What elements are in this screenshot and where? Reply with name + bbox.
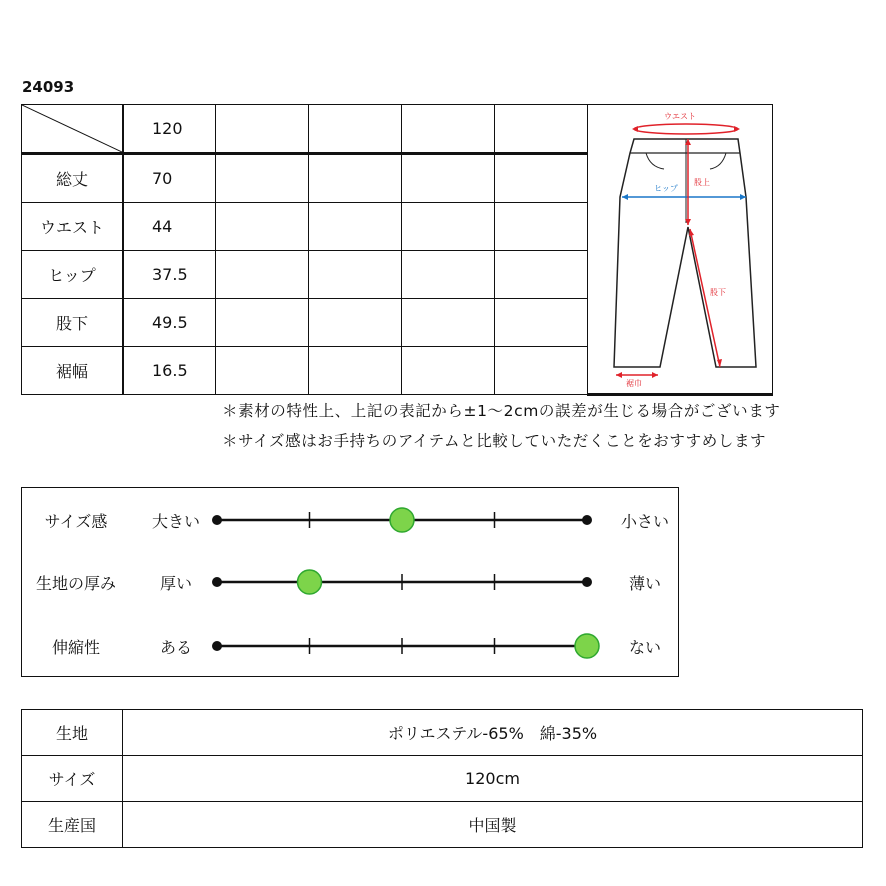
origin-label: 生産国 (22, 802, 123, 848)
row-value: 44 (123, 203, 215, 251)
scale-row-thickness (212, 570, 592, 594)
size-header-cell: 120 (123, 105, 215, 154)
empty-cell (401, 347, 494, 395)
empty-cell (308, 203, 401, 251)
feel-right-text: ない (628, 638, 661, 657)
empty-cell (215, 203, 308, 251)
scale-end-left (212, 641, 222, 651)
scale-row-size (212, 508, 592, 532)
empty-cell (494, 105, 587, 154)
empty-cell (494, 347, 587, 395)
empty-cell (401, 154, 494, 203)
empty-cell (308, 251, 401, 299)
diagram-waist-label: ウエスト (663, 112, 696, 121)
empty-cell (308, 299, 401, 347)
empty-cell (494, 203, 587, 251)
feel-box (21, 487, 679, 677)
scale-marker (575, 634, 599, 658)
scale-end-left (212, 515, 222, 525)
pants-diagram (588, 105, 772, 397)
material-label: 生地 (22, 710, 123, 756)
empty-cell (215, 105, 308, 154)
row-value: 16.5 (123, 347, 215, 395)
diagram-hip-label: ヒップ (653, 184, 678, 193)
feel-right-text: 小さい (620, 512, 669, 531)
empty-cell (215, 347, 308, 395)
empty-cell (494, 154, 587, 203)
empty-cell (215, 154, 308, 203)
note-tolerance: ＊素材の特性上、上記の表記から±1〜2cmの誤差が生じる場合がございます (222, 402, 781, 420)
feel-label: 伸縮性 (51, 638, 100, 657)
empty-cell (215, 299, 308, 347)
corner-cell (22, 105, 124, 154)
scale-marker (390, 508, 414, 532)
scale-row-stretch (212, 634, 599, 658)
empty-cell (401, 105, 494, 154)
product-code: 24093 (22, 78, 75, 96)
row-value: 49.5 (123, 299, 215, 347)
pants-diagram-cell (587, 105, 772, 395)
material-table (21, 709, 863, 848)
empty-cell (215, 251, 308, 299)
row-value: 37.5 (123, 251, 215, 299)
feel-label: 生地の厚み (35, 574, 116, 593)
diagram-inseam-label: 股下 (709, 288, 726, 297)
empty-cell (401, 203, 494, 251)
origin-value: 中国製 (123, 802, 863, 848)
empty-cell (401, 299, 494, 347)
feel-right-text: 薄い (628, 574, 661, 593)
material-value: ポリエステル-65% 綿-35% (123, 710, 863, 756)
feel-left-text: 大きい (151, 512, 200, 531)
scale-end-right (582, 515, 592, 525)
scale-end-left (212, 577, 222, 587)
empty-cell (308, 154, 401, 203)
empty-cell (308, 105, 401, 154)
table-row (22, 756, 863, 802)
row-label: 股下 (22, 299, 124, 347)
feel-scales (22, 488, 678, 676)
note-comparison: ＊サイズ感はお手持ちのアイテムと比較していただくことをおすすめします (222, 432, 767, 450)
empty-cell (494, 251, 587, 299)
size-value: 120cm (123, 756, 863, 802)
table-row (22, 802, 863, 848)
size-label: サイズ (22, 756, 123, 802)
diagram-hem-label: 裾巾 (625, 379, 642, 388)
empty-cell (401, 251, 494, 299)
row-label: ウエスト (22, 203, 124, 251)
empty-cell (494, 299, 587, 347)
empty-cell (308, 347, 401, 395)
diagram-rise-label: 股上 (693, 178, 710, 187)
row-label: 裾幅 (22, 347, 124, 395)
size-table (21, 104, 773, 396)
feel-left-text: ある (159, 638, 192, 657)
row-value: 70 (123, 154, 215, 203)
diagonal-line (22, 105, 122, 152)
size-table-header-row (22, 105, 773, 154)
row-label: ヒップ (22, 251, 124, 299)
scale-marker (298, 570, 322, 594)
row-label: 総丈 (22, 154, 124, 203)
feel-label: サイズ感 (44, 512, 108, 531)
table-row (22, 710, 863, 756)
scale-end-right (582, 577, 592, 587)
feel-left-text: 厚い (159, 574, 192, 593)
